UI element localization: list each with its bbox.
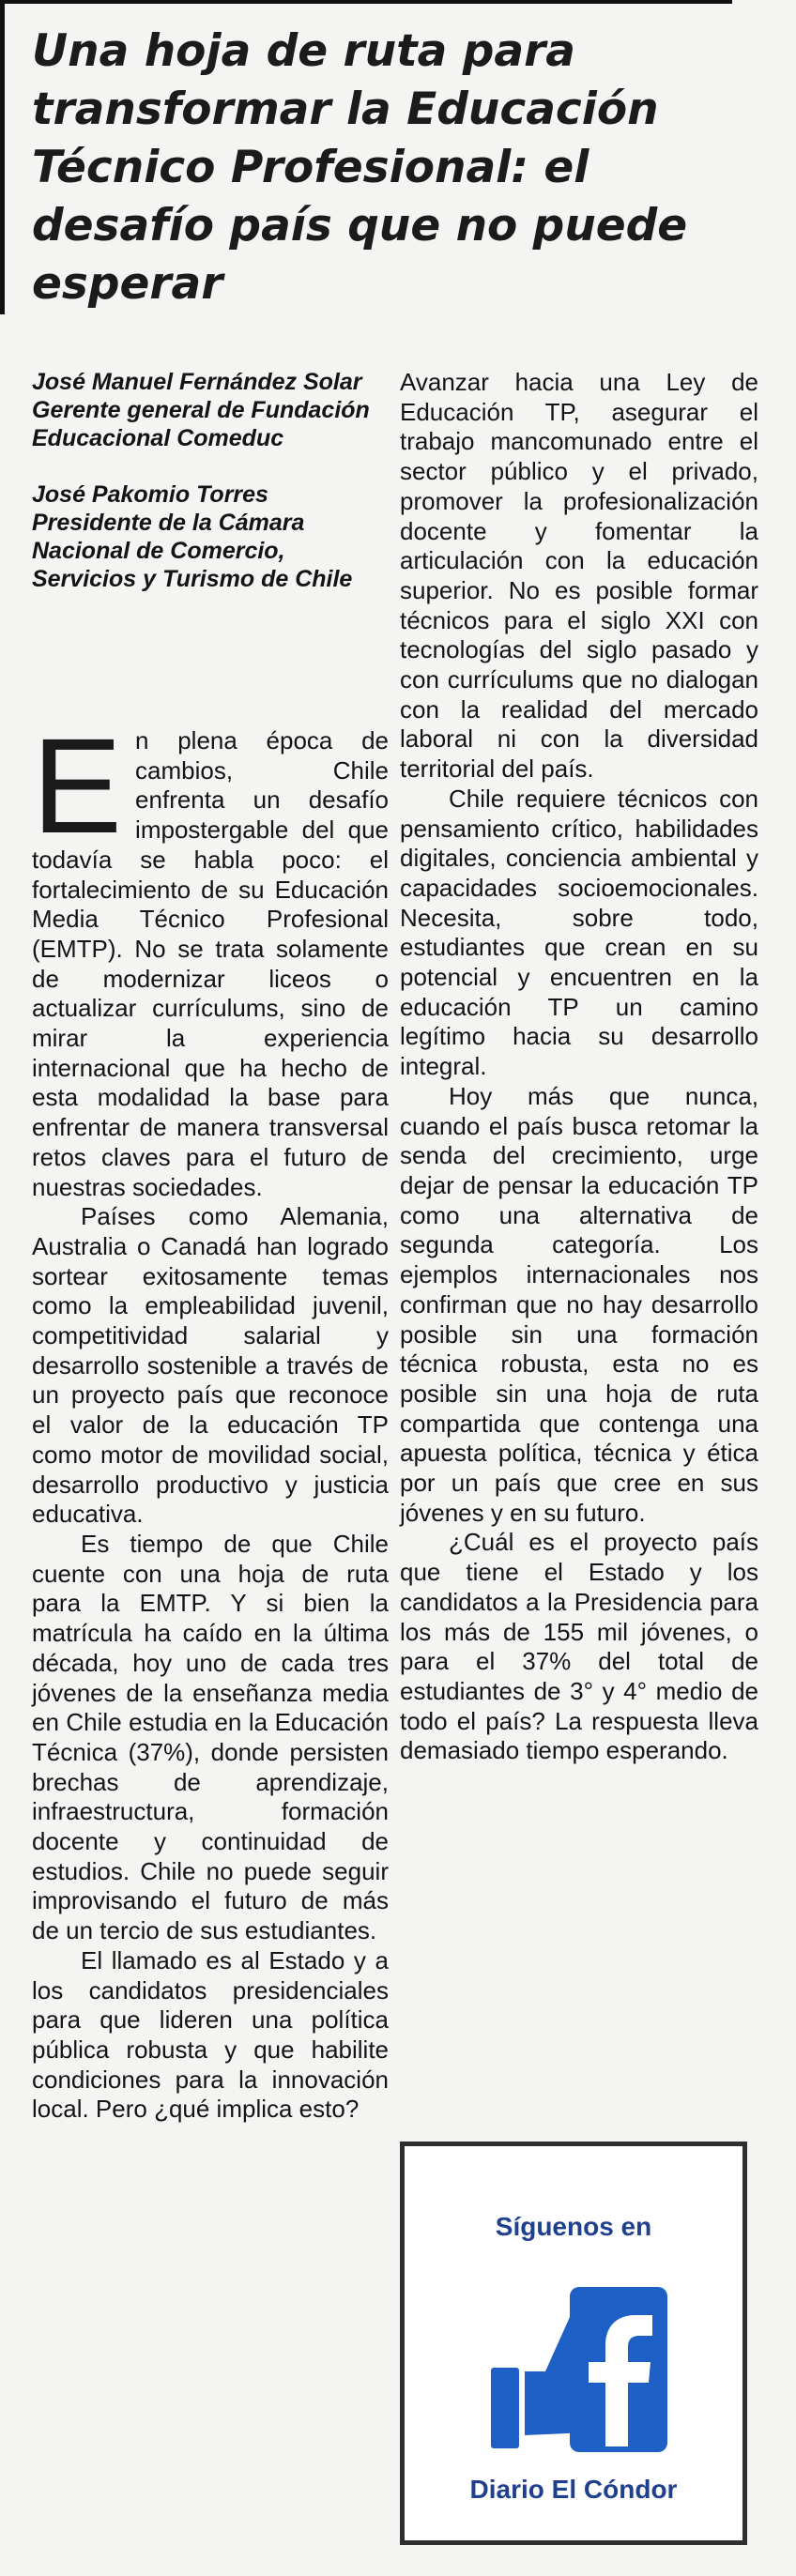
author-name: José Manuel Fernández Solar xyxy=(32,369,362,395)
author-2 xyxy=(32,480,389,593)
author-name: José Pakomio Torres xyxy=(32,481,268,508)
paragraph-4: El llamado es al Estado y a los candidatos presidenciales para que lideren una política pública robusta y que habilite condiciones para la innovación local. Pero ¿qué implica esto? xyxy=(32,1945,389,2124)
follow-label: Síguenos en xyxy=(495,2212,652,2241)
paragraph-1-text: n plena época de cambios, Chile enfrenta un desafío impostergable del que todavía se habla poco: el fortalecimiento de su Educación Media Técnico Profesional (EMTP). No se trata solamente de modernizar liceos o actualizar currículums, sino de mirar la experiencia internacional que ha hecho de esta modalidad la base para enfrentar de manera transversal retos claves para el futuro de nuestras sociedades. xyxy=(32,726,389,1201)
author-1 xyxy=(32,368,389,452)
social-follow-box[interactable] xyxy=(400,2142,747,2545)
paragraph-5: Avanzar hacia una Ley de Educación TP, asegurar el trabajo mancomunado entre el sector público y el privado, promover la profesionalización docente y fomentar la articulación con la educación superior. No es posible formar técnicos para el siglo XXI con tecnologías del siglo pasado y con currículums que no dialogan con la realidad del mercado laboral ni con la diversidad territorial del país. xyxy=(400,368,758,784)
facebook-icon xyxy=(570,2287,667,2452)
headline: Una hoja de ruta para transformar la Educación Técnico Profesional: el desafío país que no puede esperar xyxy=(32,25,688,310)
article-column-right xyxy=(400,368,758,1766)
drop-cap: E xyxy=(32,710,123,861)
left-rule xyxy=(0,0,5,314)
top-rule xyxy=(0,0,732,4)
brand-label: Diario El Cóndor xyxy=(469,2475,678,2504)
facebook-like-logo[interactable] xyxy=(483,2278,671,2456)
paragraph-2: Países como Alemania, Australia o Canadá han logrado sortear exitosamente temas como la empleabilidad juvenil, competitividad salarial y desarrollo sostenible a través de un proyecto país que reconoce el valor de la educación TP como motor de movilidad social, desarrollo productivo y justicia educativa. xyxy=(32,1202,389,1529)
paragraph-1 xyxy=(32,710,389,1202)
paragraph-8: ¿Cuál es el proyecto país que tiene el Estado y los candidatos a la Presidencia para los más de 155 mil jóvenes, o para el 37% del total de estudiantes de 3° y 4° medio de todo el país? La respuesta lleva demasiado tiempo esperando. xyxy=(400,1528,758,1765)
author-role: Gerente general de Fundación Educacional Comeduc xyxy=(32,397,370,451)
byline xyxy=(32,368,389,621)
paragraph-3: Es tiempo de que Chile cuente con una hoja de ruta para la EMTP. Y si bien la matrícula ha caído en la última década, hoy uno de cada tres jóvenes de la enseñanza media en Chile estudia en la Educación Técnica (37%), donde persisten brechas de aprendizaje, infraestructura, formación docente y continuidad de estudios. Chile no puede seguir improvisando el futuro de más de un tercio de sus estudiantes. xyxy=(32,1529,389,1945)
paragraph-7: Hoy más que nunca, cuando el país busca retomar la senda del crecimiento, urge dejar de pensar la educación TP como una alternativa de segunda categoría. Los ejemplos internacionales nos confirman que no hay desarrollo posible sin una formación técnica robusta, esta no es posible sin una hoja de ruta compartida que contenga una apuesta política, técnica y ética por un país que cree en sus jóvenes y en su futuro. xyxy=(400,1081,758,1527)
author-role: Presidente de la Cámara Nacional de Comercio, Servicios y Turismo de Chile xyxy=(32,510,353,592)
article-column-left xyxy=(32,710,389,2125)
paragraph-6: Chile requiere técnicos con pensamiento crítico, habilidades digitales, conciencia ambiental y capacidades socioemocionales. Necesita, sobre todo, estudiantes que crean en su potencial y encuentren en la educación TP un camino legítimo hacia su desarrollo integral. xyxy=(400,784,758,1081)
